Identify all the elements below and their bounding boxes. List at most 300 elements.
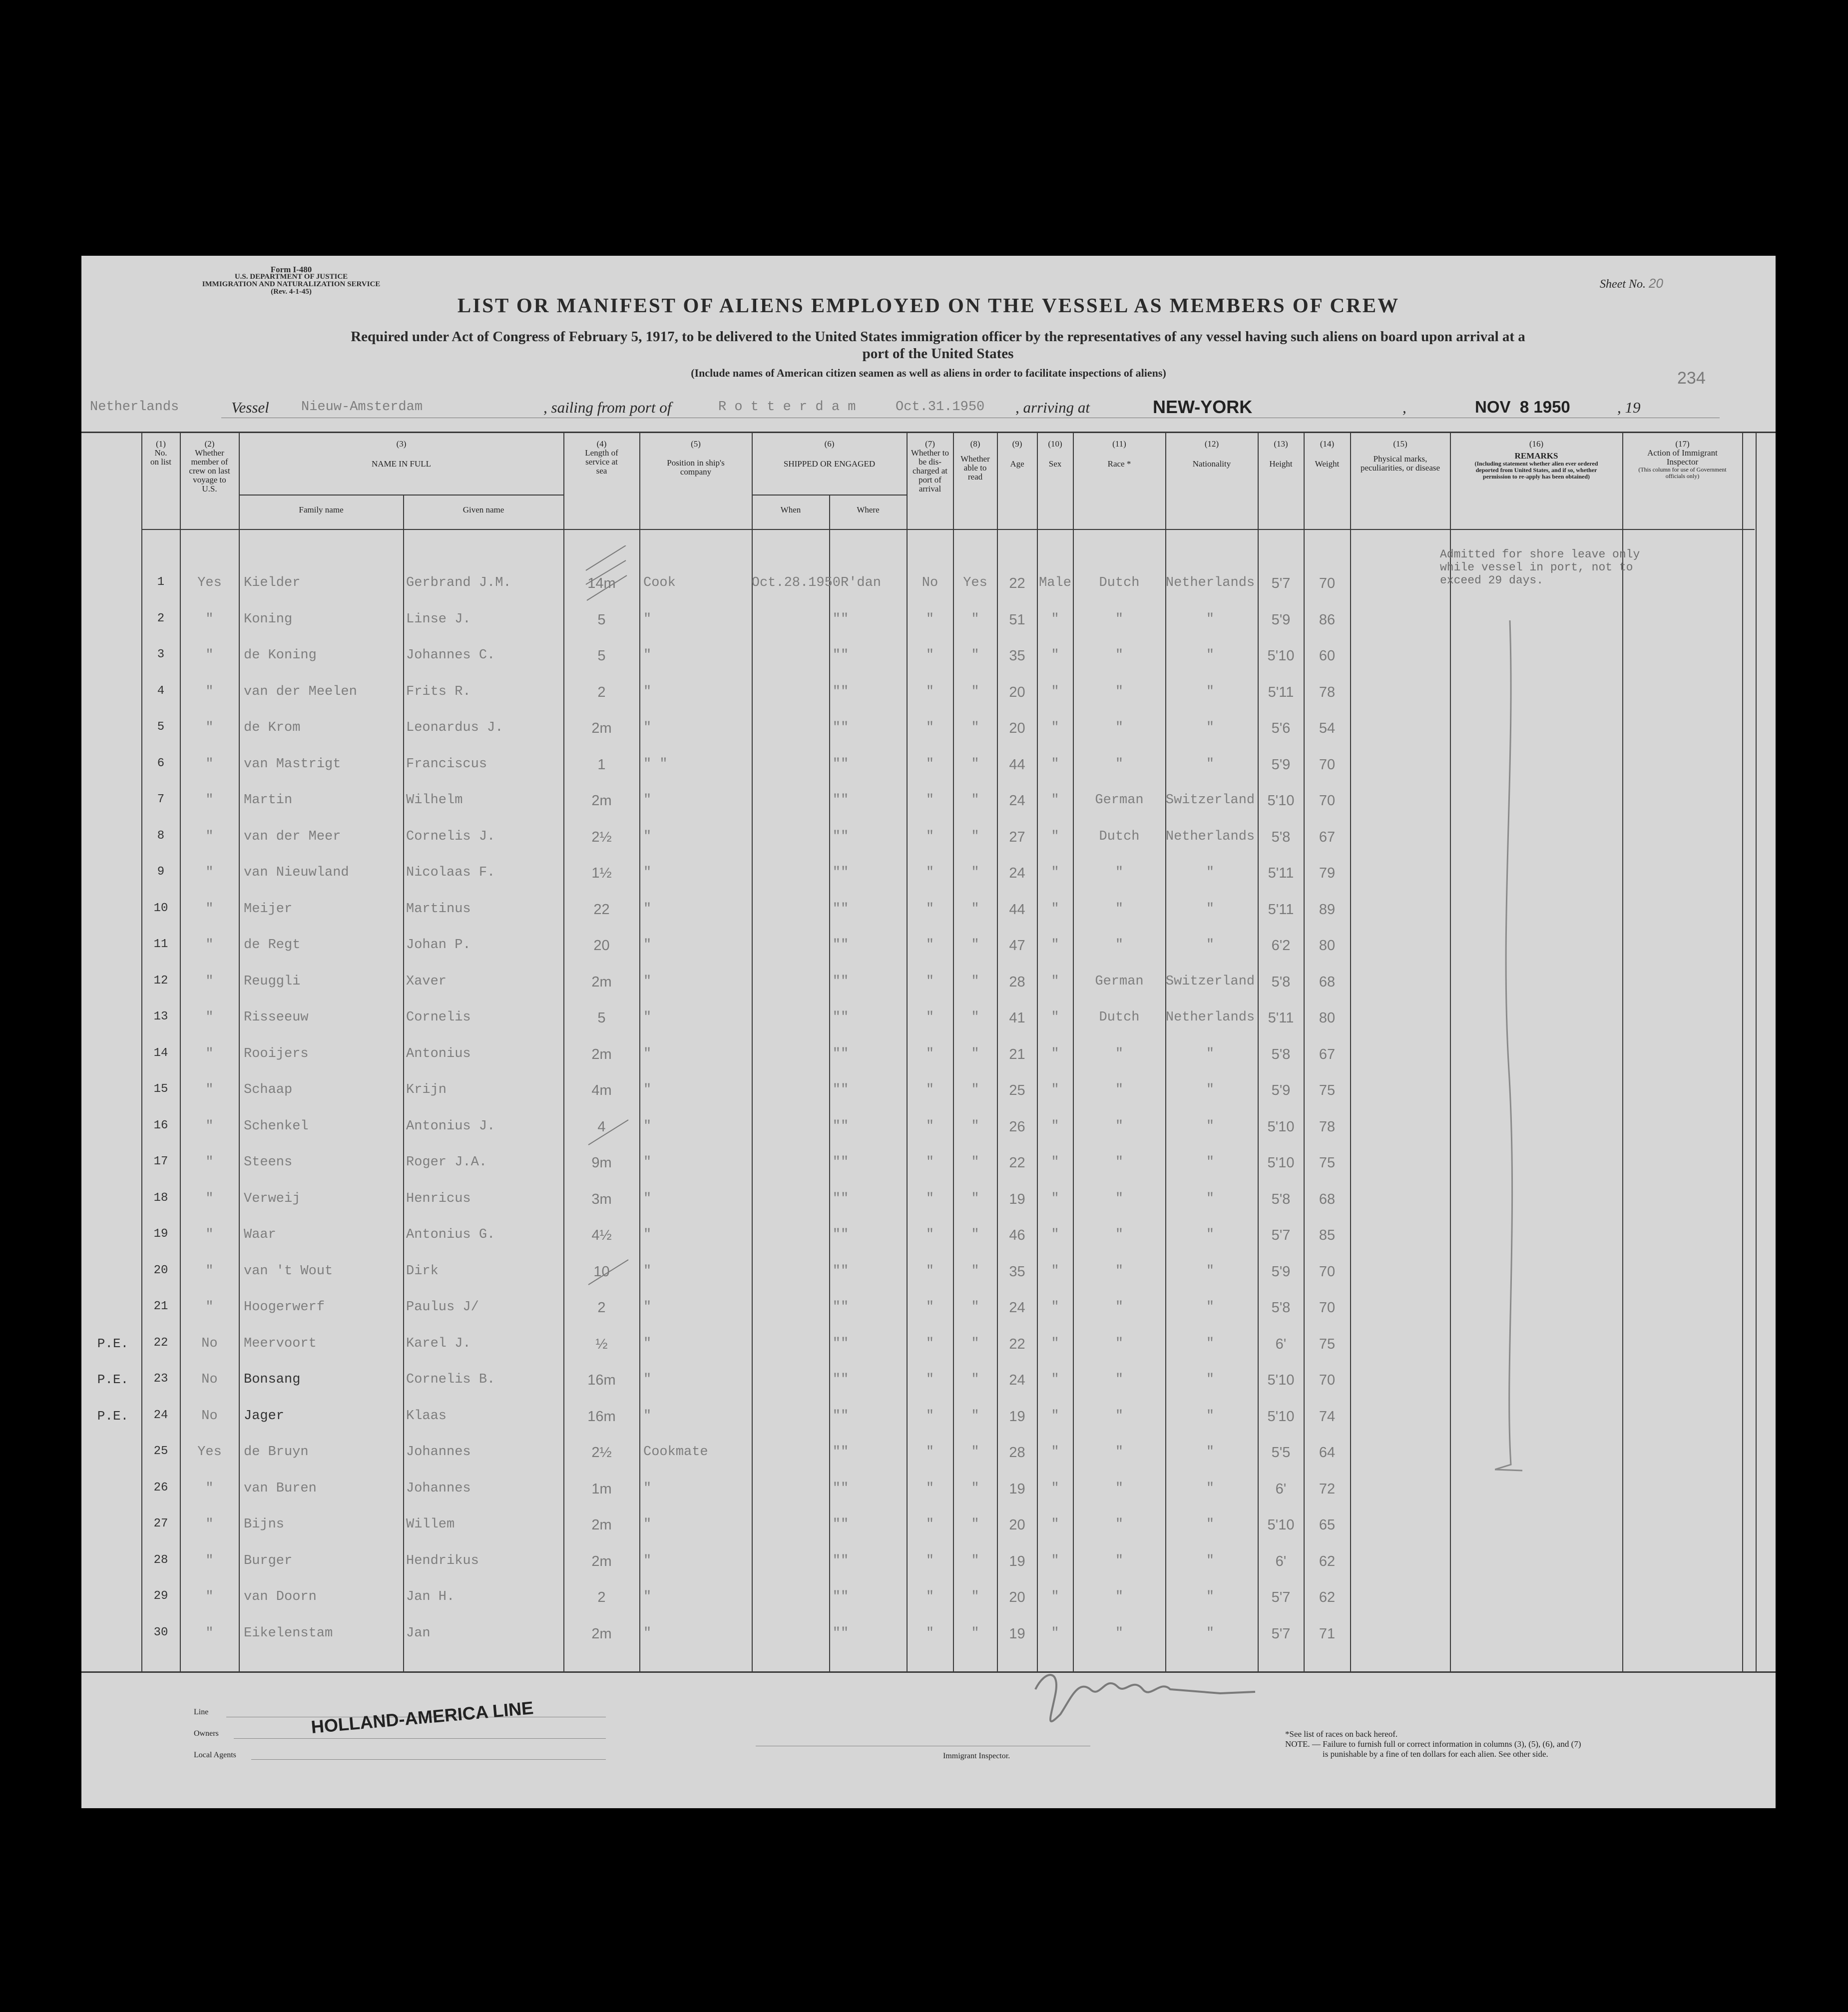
cell-disch: " bbox=[925, 1625, 934, 1641]
cell-read: " bbox=[971, 611, 979, 627]
cell-given: Johan P. bbox=[406, 938, 471, 953]
cell-position: " bbox=[643, 1263, 652, 1279]
col-label: SHIPPED OR ENGAGED bbox=[783, 459, 876, 469]
col-rule bbox=[239, 432, 240, 1671]
penalty-note: NOTE. — Failure to furnish full or correct information in columns (3), (5), (6), and (7) bbox=[1285, 1739, 1581, 1749]
cell-weight: 78 bbox=[1319, 1118, 1336, 1135]
cell-when: " bbox=[832, 1082, 841, 1097]
cell-prev: " bbox=[205, 793, 214, 808]
departure-port: R o t t e r d a m bbox=[718, 400, 856, 415]
cell-service: 2m bbox=[591, 1517, 612, 1533]
cell-position: " bbox=[643, 1191, 652, 1206]
cell-prev: " bbox=[205, 1191, 214, 1206]
col-note: (This column for use of Government officials only) bbox=[1638, 466, 1727, 480]
cell-age: 19 bbox=[1009, 1191, 1025, 1207]
cell-age: 24 bbox=[1009, 1300, 1025, 1316]
cell-weight: 79 bbox=[1319, 865, 1336, 881]
cell-read: " bbox=[971, 1263, 979, 1279]
cell-sex: " bbox=[1051, 1517, 1059, 1532]
cell-disch: " bbox=[925, 648, 934, 663]
col-header-15 bbox=[1351, 440, 1449, 473]
col-num: (8) bbox=[970, 439, 980, 449]
cell-where: " bbox=[841, 829, 849, 844]
cell-service: 1m bbox=[591, 1481, 612, 1497]
cell-disch: " bbox=[925, 1155, 934, 1170]
col-header-14 bbox=[1305, 440, 1350, 469]
cell-weight: 74 bbox=[1319, 1408, 1336, 1425]
cell-read: " bbox=[971, 648, 979, 663]
cell-race: " bbox=[1115, 611, 1124, 627]
cell-prev: Yes bbox=[197, 1445, 222, 1460]
cell-no: 5 bbox=[157, 720, 165, 734]
cell-prev: " bbox=[205, 1082, 214, 1097]
cell-prev: " bbox=[205, 1517, 214, 1532]
col-num: (16) bbox=[1529, 439, 1544, 449]
cell-position: " bbox=[643, 829, 652, 844]
cell-height: 5'11 bbox=[1268, 684, 1294, 700]
cell-race: German bbox=[1095, 974, 1144, 989]
cell-position: " bbox=[643, 1589, 652, 1604]
cell-family: Hoogerwerf bbox=[244, 1300, 325, 1315]
cell-race: " bbox=[1115, 1118, 1124, 1134]
cell-when: " bbox=[832, 648, 841, 663]
cell-position: " bbox=[643, 1118, 652, 1134]
cell-given: Roger J.A. bbox=[406, 1155, 487, 1170]
cell-service: ½ bbox=[595, 1336, 608, 1352]
cell-service: 10 bbox=[593, 1263, 610, 1280]
cell-no: 20 bbox=[153, 1263, 168, 1277]
table-bottom-rule bbox=[81, 1671, 1776, 1673]
cell-disch: " bbox=[925, 1010, 934, 1025]
cell-race: " bbox=[1115, 720, 1124, 735]
cell-when: " bbox=[832, 1589, 841, 1604]
cell-where: " bbox=[841, 1589, 849, 1604]
col-label: Length of service at sea bbox=[585, 448, 618, 476]
col-header-4 bbox=[564, 440, 639, 476]
cell-service: 5 bbox=[597, 611, 606, 628]
cell-no: 21 bbox=[153, 1300, 168, 1313]
form-subtitle bbox=[176, 328, 1700, 362]
col-num: (5) bbox=[691, 439, 701, 449]
cell-no: 4 bbox=[157, 684, 165, 698]
cell-given: Paulus J/ bbox=[406, 1300, 479, 1315]
cell-read: " bbox=[971, 1372, 979, 1387]
pe-mark: P.E. bbox=[97, 1408, 129, 1424]
cell-position: " bbox=[643, 865, 652, 880]
cell-where: " bbox=[841, 1553, 849, 1568]
col-header-2 bbox=[181, 440, 238, 494]
cell-where: " bbox=[841, 1445, 849, 1460]
cell-family: Kielder bbox=[244, 575, 301, 590]
cell-read: " bbox=[971, 756, 979, 772]
cell-race: " bbox=[1115, 1481, 1124, 1496]
cell-service: 4½ bbox=[591, 1227, 612, 1243]
cell-disch: No bbox=[922, 575, 938, 590]
cell-family: van der Meelen bbox=[244, 684, 357, 699]
col-header-17 bbox=[1623, 440, 1742, 480]
cell-weight: 70 bbox=[1319, 575, 1336, 591]
cell-nat: Switzerland bbox=[1165, 974, 1255, 989]
cell-read: " bbox=[971, 1445, 979, 1460]
col-label: No. on list bbox=[150, 448, 172, 467]
cell-service: 4 bbox=[597, 1118, 606, 1135]
department: U.S. DEPARTMENT OF JUSTICE bbox=[234, 273, 348, 281]
cell-when: Oct.28.1950 bbox=[751, 575, 841, 590]
cell-position: " bbox=[643, 648, 652, 663]
agents-rule bbox=[251, 1759, 606, 1760]
cell-race: " bbox=[1115, 1155, 1124, 1170]
cell-nat: " bbox=[1206, 938, 1215, 953]
cell-service: 5 bbox=[597, 648, 606, 664]
cell-position: " bbox=[643, 720, 652, 735]
form-title: LIST OR MANIFEST OF ALIENS EMPLOYED ON THE VESSEL AS MEMBERS OF CREW bbox=[457, 294, 1400, 317]
cell-disch: " bbox=[925, 720, 934, 735]
cell-no: 18 bbox=[153, 1191, 168, 1205]
cell-position: " bbox=[643, 1010, 652, 1025]
cell-no: 15 bbox=[153, 1082, 168, 1096]
cell-sex: " bbox=[1051, 1336, 1059, 1351]
col-header-3 bbox=[240, 440, 563, 469]
cell-prev: " bbox=[205, 1118, 214, 1134]
col-rule bbox=[1450, 432, 1451, 1671]
cell-weight: 75 bbox=[1319, 1082, 1336, 1098]
cell-nat: Netherlands bbox=[1165, 575, 1255, 590]
col-label: Nationality bbox=[1192, 459, 1231, 469]
cell-height: 5'6 bbox=[1271, 720, 1291, 736]
cell-when: " bbox=[832, 1046, 841, 1061]
cell-nat: Netherlands bbox=[1165, 829, 1255, 844]
cell-read: Yes bbox=[963, 575, 987, 590]
col-num: (7) bbox=[925, 439, 935, 449]
cell-age: 20 bbox=[1009, 684, 1025, 700]
cell-disch: " bbox=[925, 1336, 934, 1351]
cell-race: " bbox=[1115, 648, 1124, 663]
cell-service: 3m bbox=[591, 1191, 612, 1207]
ditto-line-mark bbox=[1495, 620, 1525, 1480]
cell-disch: " bbox=[925, 865, 934, 880]
cell-weight: 71 bbox=[1319, 1625, 1336, 1642]
cell-nat: " bbox=[1206, 1553, 1215, 1568]
service: IMMIGRATION AND NATURALIZATION SERVICE bbox=[202, 280, 381, 288]
cell-position: " " bbox=[643, 756, 668, 772]
cell-given: Martinus bbox=[406, 901, 471, 917]
col-header-6b: Where bbox=[857, 505, 880, 514]
col-label: Race * bbox=[1107, 459, 1131, 469]
cell-nat: " bbox=[1206, 1300, 1215, 1315]
col-label: Whether to be dis- charged at port of arrival bbox=[911, 448, 949, 494]
cell-prev: No bbox=[201, 1336, 218, 1351]
cell-given: Cornelis J. bbox=[406, 829, 495, 844]
cell-read: " bbox=[971, 938, 979, 953]
cell-weight: 68 bbox=[1319, 1191, 1336, 1207]
cell-where: " bbox=[841, 1517, 849, 1532]
col-num: (10) bbox=[1048, 439, 1062, 449]
sheet-number bbox=[1600, 276, 1663, 291]
cell-sex: " bbox=[1051, 1553, 1059, 1568]
cell-weight: 89 bbox=[1319, 901, 1336, 918]
col-header-7 bbox=[908, 440, 952, 494]
cell-where: " bbox=[841, 1481, 849, 1496]
col-num: (12) bbox=[1204, 439, 1219, 449]
cell-position: " bbox=[643, 1372, 652, 1387]
agents-label: Local Agents bbox=[194, 1751, 236, 1759]
cell-position: Cook bbox=[643, 575, 676, 590]
cell-where: " bbox=[841, 1336, 849, 1351]
cell-weight: 80 bbox=[1319, 1010, 1336, 1026]
cell-age: 20 bbox=[1009, 720, 1025, 736]
cell-when: " bbox=[832, 611, 841, 627]
cell-disch: " bbox=[925, 793, 934, 808]
cell-nat: " bbox=[1206, 1046, 1215, 1061]
cell-given: Klaas bbox=[406, 1408, 447, 1424]
cell-service: 14m bbox=[587, 575, 616, 591]
cell-service: 2m bbox=[591, 974, 612, 990]
cell-no: 19 bbox=[153, 1227, 168, 1241]
cell-nat: " bbox=[1206, 1082, 1215, 1097]
cell-when: " bbox=[832, 1517, 841, 1532]
cell-no: 17 bbox=[153, 1155, 168, 1168]
cell-race: " bbox=[1115, 1445, 1124, 1460]
cell-age: 22 bbox=[1009, 575, 1025, 591]
cell-read: " bbox=[971, 1155, 979, 1170]
cell-prev: " bbox=[205, 684, 214, 699]
cell-where: " bbox=[841, 1408, 849, 1424]
cell-read: " bbox=[971, 1010, 979, 1025]
cell-weight: 54 bbox=[1319, 720, 1336, 736]
cell-nat: " bbox=[1206, 1263, 1215, 1279]
cell-given: Leonardus J. bbox=[406, 720, 503, 735]
cell-nat: " bbox=[1206, 611, 1215, 627]
form-id-block bbox=[171, 266, 411, 296]
cell-where: " bbox=[841, 1082, 849, 1097]
cell-family: Meijer bbox=[244, 901, 293, 917]
cell-where: " bbox=[841, 1046, 849, 1061]
cell-position: " bbox=[643, 938, 652, 953]
cell-disch: " bbox=[925, 1046, 934, 1061]
cell-family: Bonsang bbox=[244, 1372, 301, 1387]
cell-race: " bbox=[1115, 1625, 1124, 1641]
cell-when: " bbox=[832, 1481, 841, 1496]
cell-no: 13 bbox=[153, 1010, 168, 1023]
cell-service: 2½ bbox=[591, 1445, 612, 1461]
cell-service: 2 bbox=[597, 1589, 606, 1605]
col-label: Physical marks, peculiarities, or disease bbox=[1360, 454, 1440, 473]
cell-read: " bbox=[971, 1517, 979, 1532]
cell-age: 21 bbox=[1009, 1046, 1025, 1062]
cell-age: 19 bbox=[1009, 1625, 1025, 1642]
vessel-label: Vessel bbox=[231, 399, 269, 416]
cell-sex: " bbox=[1051, 1155, 1059, 1170]
vessel-name: Nieuw-Amsterdam bbox=[301, 400, 423, 415]
cell-when: " bbox=[832, 684, 841, 699]
col-label: Position in ship's company bbox=[667, 458, 725, 477]
cell-age: 28 bbox=[1009, 974, 1025, 990]
cell-weight: 70 bbox=[1319, 1300, 1336, 1316]
cell-height: 5'8 bbox=[1271, 1300, 1291, 1316]
col-rule bbox=[403, 495, 404, 1671]
col-label: Height bbox=[1269, 459, 1293, 469]
cell-weight: 70 bbox=[1319, 793, 1336, 809]
cell-given: Wilhelm bbox=[406, 793, 463, 808]
cell-service: 20 bbox=[593, 938, 610, 954]
cell-weight: 70 bbox=[1319, 1372, 1336, 1388]
cell-weight: 70 bbox=[1319, 756, 1336, 773]
col-rule bbox=[1742, 432, 1743, 1671]
cell-disch: " bbox=[925, 1408, 934, 1424]
col-header-13 bbox=[1259, 440, 1303, 469]
cell-height: 5'10 bbox=[1267, 1408, 1295, 1425]
cell-read: " bbox=[971, 1553, 979, 1568]
cell-prev: " bbox=[205, 1227, 214, 1242]
cell-height: 5'10 bbox=[1267, 793, 1295, 809]
cell-family: Reuggli bbox=[244, 974, 301, 989]
cell-prev: " bbox=[205, 901, 214, 917]
cell-service: 16m bbox=[587, 1408, 616, 1425]
cell-height: 6'2 bbox=[1271, 938, 1291, 954]
cell-nat: Switzerland bbox=[1165, 793, 1255, 808]
cell-weight: 75 bbox=[1319, 1155, 1336, 1171]
cell-service: 2½ bbox=[591, 829, 612, 845]
col-label: Whether member of crew on last voyage to U.S. bbox=[189, 448, 230, 494]
cell-when: " bbox=[832, 938, 841, 953]
cell-read: " bbox=[971, 793, 979, 808]
col-rule bbox=[1350, 432, 1351, 1671]
cell-race: " bbox=[1115, 1553, 1124, 1568]
cell-age: 28 bbox=[1009, 1445, 1025, 1461]
cell-age: 47 bbox=[1009, 938, 1025, 954]
cell-nat: " bbox=[1206, 1118, 1215, 1134]
cell-height: 5'7 bbox=[1271, 575, 1291, 591]
cell-sex: " bbox=[1051, 1263, 1059, 1279]
cell-age: 51 bbox=[1009, 611, 1025, 628]
cell-prev: " bbox=[205, 611, 214, 627]
cell-weight: 70 bbox=[1319, 1263, 1336, 1280]
cell-given: Willem bbox=[406, 1517, 455, 1532]
cell-prev: " bbox=[205, 974, 214, 989]
col-label: Age bbox=[1010, 459, 1024, 469]
cell-service: 2m bbox=[591, 1553, 612, 1569]
cell-disch: " bbox=[925, 829, 934, 844]
col-header-9 bbox=[998, 440, 1036, 469]
cell-no: 23 bbox=[153, 1372, 168, 1386]
cell-sex: " bbox=[1051, 901, 1059, 917]
cell-disch: " bbox=[925, 1191, 934, 1206]
pe-mark: P.E. bbox=[97, 1336, 129, 1351]
cell-family: Verweij bbox=[244, 1191, 301, 1206]
col-num: (11) bbox=[1112, 439, 1126, 449]
cell-position: " bbox=[643, 1481, 652, 1496]
cell-disch: " bbox=[925, 1082, 934, 1097]
cell-nat: " bbox=[1206, 684, 1215, 699]
col-num: (6) bbox=[824, 439, 835, 449]
cell-read: " bbox=[971, 865, 979, 880]
cell-no: 14 bbox=[153, 1046, 168, 1060]
cell-position: " bbox=[643, 1046, 652, 1061]
col-label: Weight bbox=[1315, 459, 1340, 469]
cell-sex: " bbox=[1051, 793, 1059, 808]
cell-sex: " bbox=[1051, 1481, 1059, 1496]
cell-height: 5'11 bbox=[1268, 1010, 1294, 1026]
cell-disch: " bbox=[925, 1589, 934, 1604]
cell-when: " bbox=[832, 1010, 841, 1025]
line-label: Line bbox=[194, 1708, 209, 1716]
cell-disch: " bbox=[925, 974, 934, 989]
cell-given: Henricus bbox=[406, 1191, 471, 1206]
col-header-6a: When bbox=[780, 505, 801, 514]
cell-where: " bbox=[841, 684, 849, 699]
cell-position: " bbox=[643, 1336, 652, 1351]
cell-no: 26 bbox=[153, 1481, 168, 1495]
year-label: , 19 bbox=[1617, 399, 1641, 416]
cell-no: 30 bbox=[153, 1625, 168, 1639]
cell-disch: " bbox=[925, 1227, 934, 1242]
cell-height: 5'9 bbox=[1271, 1082, 1291, 1098]
cell-where: " bbox=[841, 901, 849, 917]
cell-where: " bbox=[841, 1372, 849, 1387]
cell-service: 1½ bbox=[591, 865, 612, 881]
cell-sex: " bbox=[1051, 1046, 1059, 1061]
cell-sex: " bbox=[1051, 829, 1059, 844]
cell-read: " bbox=[971, 1408, 979, 1424]
pencil-ticks bbox=[581, 545, 641, 1295]
cell-when: " bbox=[832, 720, 841, 735]
cell-position: " bbox=[643, 1082, 652, 1097]
cell-sex: " bbox=[1051, 1625, 1059, 1641]
cell-height: 5'10 bbox=[1267, 648, 1295, 664]
cell-weight: 62 bbox=[1319, 1553, 1336, 1569]
cell-race: " bbox=[1115, 1408, 1124, 1424]
cell-height: 5'11 bbox=[1268, 865, 1294, 881]
cell-height: 5'11 bbox=[1268, 901, 1294, 918]
cell-family: van Doorn bbox=[244, 1589, 317, 1604]
cell-age: 19 bbox=[1009, 1553, 1025, 1569]
cell-position: Cookmate bbox=[643, 1445, 708, 1460]
cell-given: Antonius J. bbox=[406, 1118, 495, 1134]
cell-no: 9 bbox=[157, 865, 165, 879]
cell-prev: No bbox=[201, 1408, 218, 1424]
cell-no: 6 bbox=[157, 756, 165, 770]
cell-prev: " bbox=[205, 1625, 214, 1641]
cell-height: 5'9 bbox=[1271, 1263, 1291, 1280]
cell-when: " bbox=[832, 1336, 841, 1351]
cell-height: 5'10 bbox=[1267, 1517, 1295, 1533]
cell-age: 24 bbox=[1009, 1372, 1025, 1388]
cell-age: 24 bbox=[1009, 793, 1025, 809]
cell-given: Franciscus bbox=[406, 756, 487, 772]
cell-nat: " bbox=[1206, 1445, 1215, 1460]
cell-prev: " bbox=[205, 1589, 214, 1604]
cell-where: " bbox=[841, 1010, 849, 1025]
voyage-comma: , bbox=[1402, 399, 1406, 416]
cell-age: 26 bbox=[1009, 1118, 1025, 1135]
cell-prev: " bbox=[205, 1046, 214, 1061]
cell-nat: " bbox=[1206, 648, 1215, 663]
cell-weight: 65 bbox=[1319, 1517, 1336, 1533]
cell-disch: " bbox=[925, 684, 934, 699]
cell-prev: " bbox=[205, 756, 214, 772]
cell-when: " bbox=[832, 1118, 841, 1134]
cell-no: 1 bbox=[157, 575, 165, 589]
cell-read: " bbox=[971, 974, 979, 989]
cell-disch: " bbox=[925, 1263, 934, 1279]
cell-given: Linse J. bbox=[406, 611, 471, 627]
cell-read: " bbox=[971, 1336, 979, 1351]
cell-nat: " bbox=[1206, 720, 1215, 735]
cell-where: " bbox=[841, 1191, 849, 1206]
cell-nat: " bbox=[1206, 1191, 1215, 1206]
cell-race: Dutch bbox=[1099, 829, 1140, 844]
col-num: (14) bbox=[1320, 439, 1335, 449]
